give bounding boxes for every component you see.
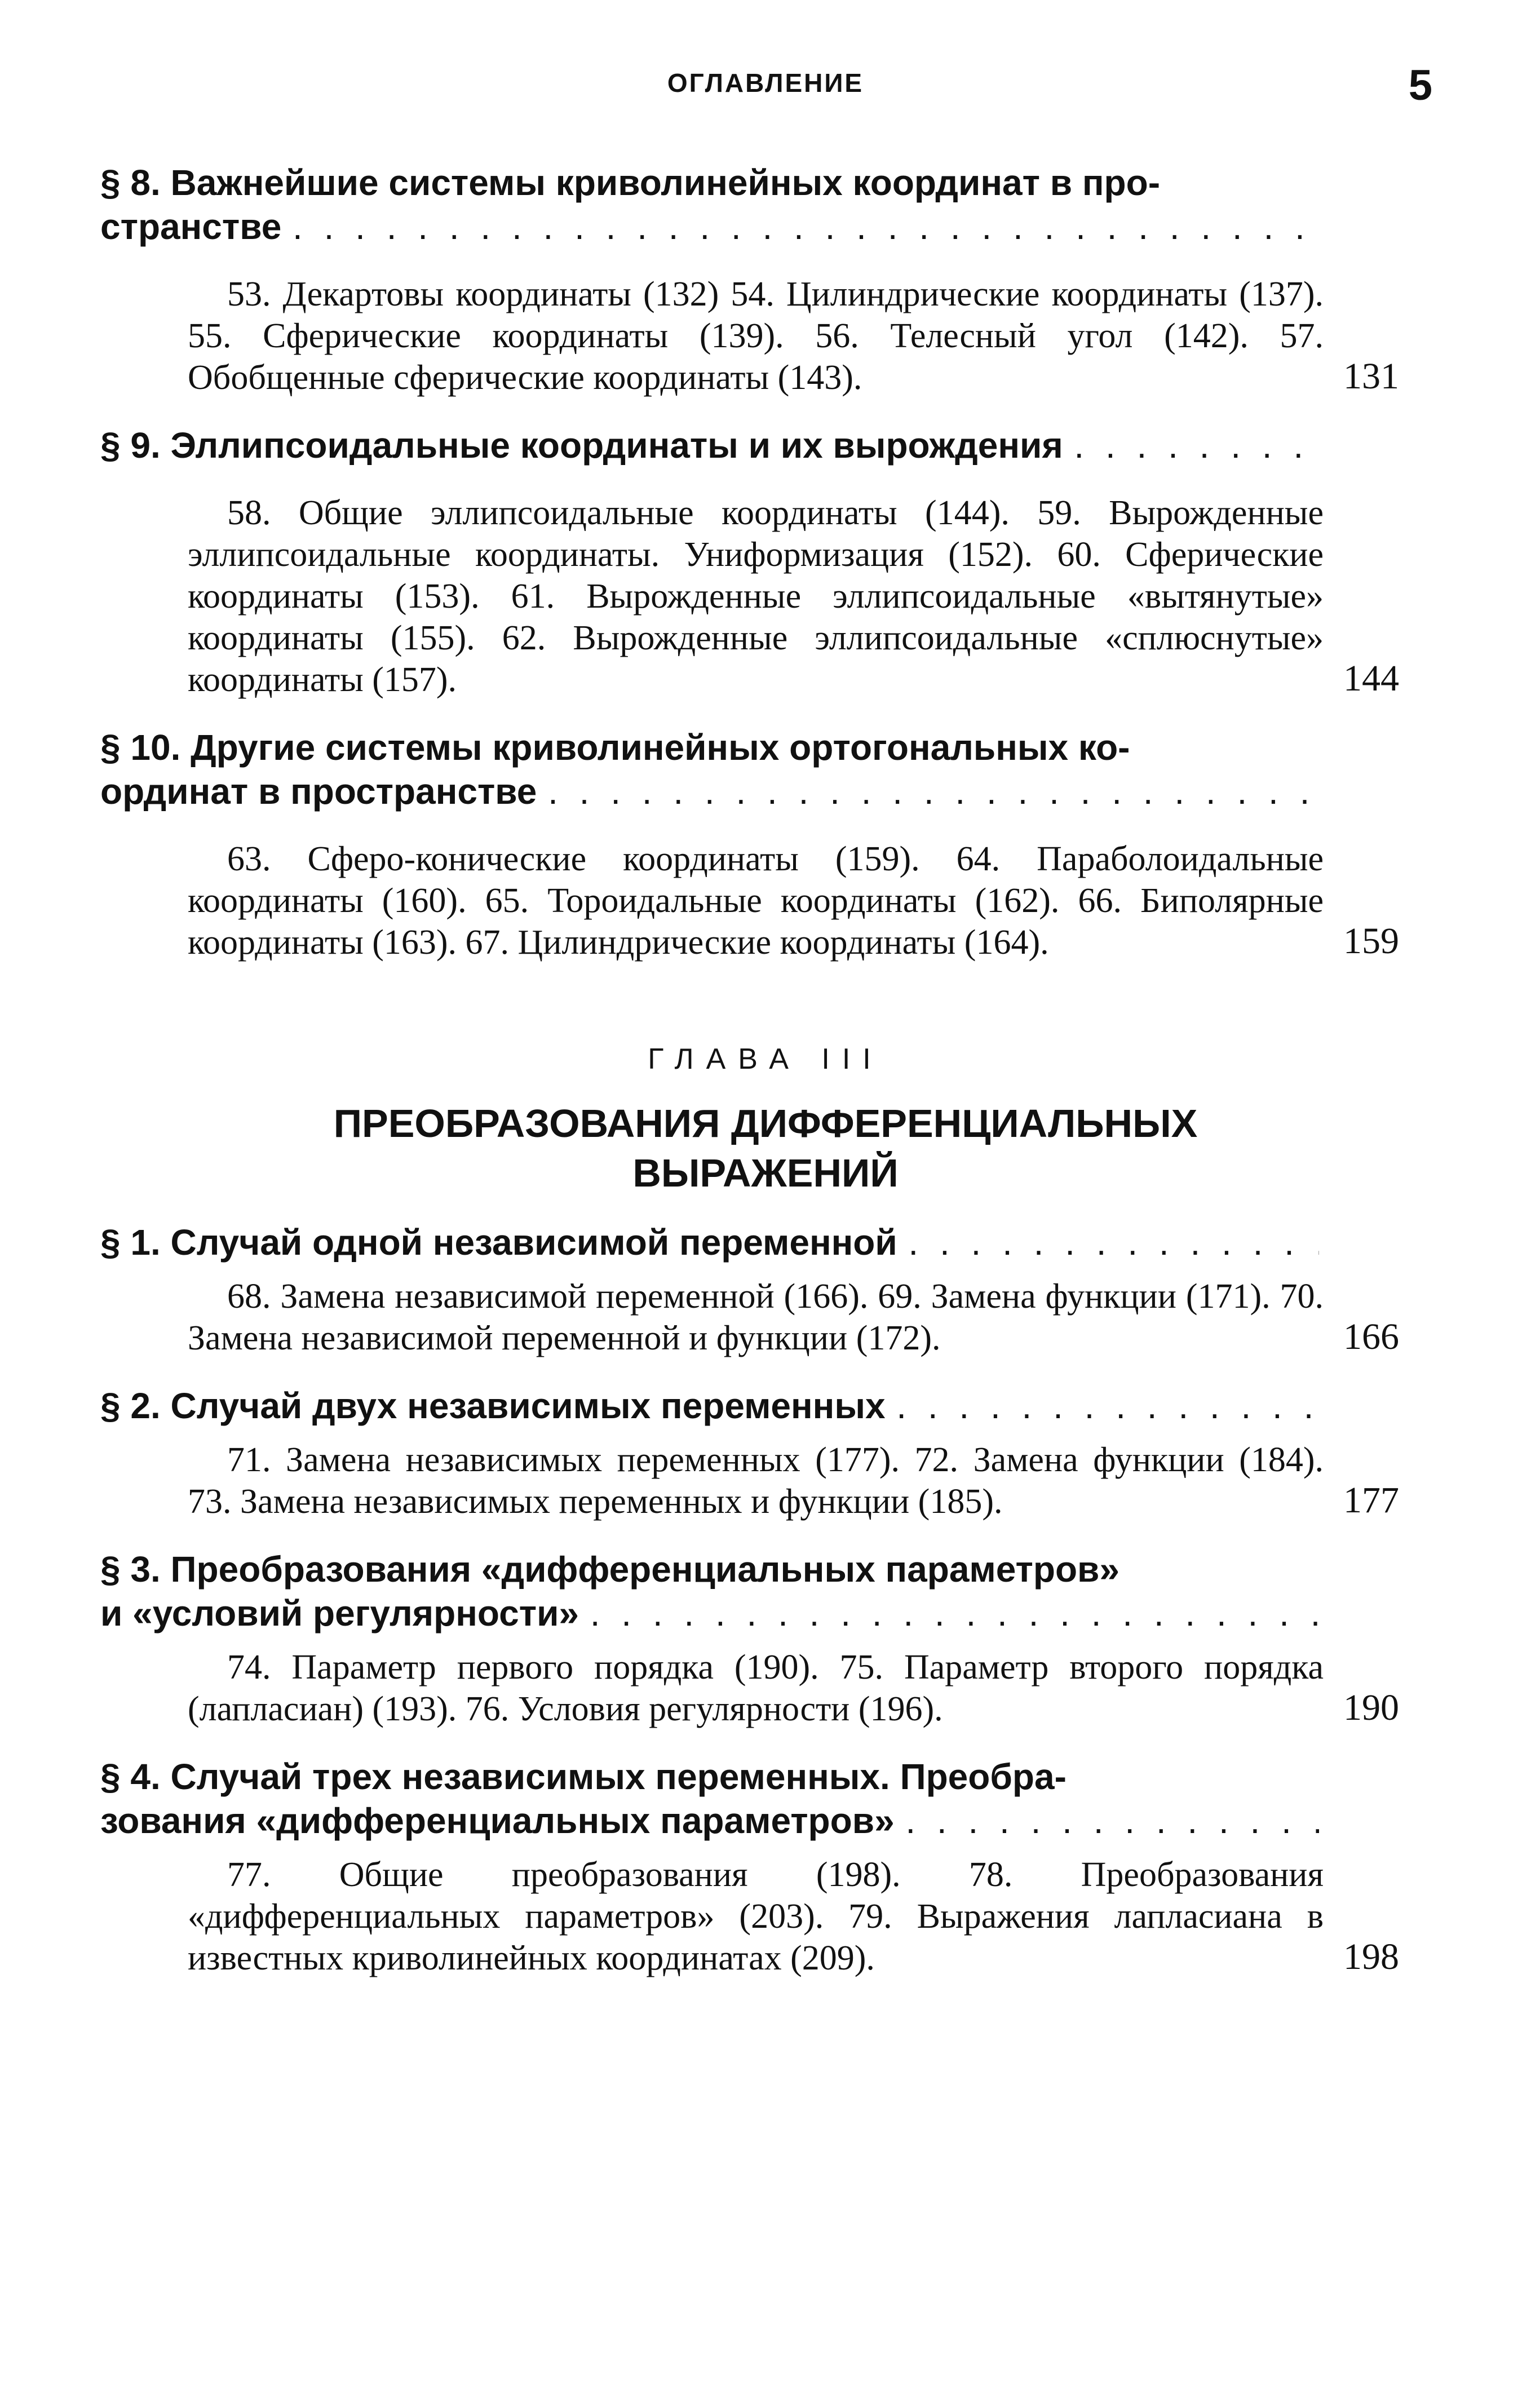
section-heading: § 2. Случай двух независимых переменных . . . 177 — [188, 1384, 1431, 1428]
section-description: 77. Общие преобразования (198). 78. Преобразования «дифференциальных параметров» (203). 79. Выражения лапласиана в известных криволинейных координатах (209). — [188, 1856, 1324, 1977]
toc-entry — [100, 1755, 1431, 1979]
section-description: 68. Замена независимой переменной (166). 69. Замена функции (171). 70. Замена независимой переменной и функции (172). — [188, 1277, 1324, 1357]
section-title-line: § 2. Случай двух независимых переменных — [100, 1386, 886, 1426]
section-heading: § 3. Преобразования «дифференциальных параметров» и «условий регулярности» . . . 190 — [188, 1547, 1431, 1635]
section-title-line: странстве — [100, 206, 282, 247]
section-description: 58. Общие эллипсоидальные координаты (144). 59. Вырожденные эллипсоидальные координаты. Униформизация (152). 60. Сферические координаты (153). 61. Вырожденные эллипсоидальные «вытянутые» координаты (155). 62. Вырожденные эллипсоидальные «сплюснутые» координаты (157). — [188, 494, 1324, 699]
section-heading: § 1. Случай одной независимой переменной . . . 166 — [188, 1220, 1431, 1264]
toc-entry — [100, 1547, 1431, 1730]
section-heading: § 4. Случай трех независимых переменных. Преобра- зования «дифференциальных параметров» . . . 198 — [188, 1755, 1431, 1843]
section-title-line: § 1. Случай одной независимой переменной — [100, 1222, 897, 1263]
toc-entry — [100, 725, 1431, 963]
dot-leader — [286, 205, 1319, 249]
running-head — [0, 61, 1531, 113]
dot-leader — [899, 1799, 1319, 1843]
section-heading: § 10. Другие системы криволинейных ортогональных ко- ординат в пространстве . . . 159 — [188, 725, 1431, 813]
section-heading: § 8. Важнейшие системы криволинейных координат в про- странстве . . . 131 — [188, 161, 1431, 249]
section-title-line: § 9. Эллипсоидальные координаты и их вырождения — [100, 425, 1063, 466]
toc-entry — [100, 423, 1431, 701]
section-description: 74. Параметр первого порядка (190). 75. Параметр второго порядка (лапласиан) (193). 76. Условия регулярности (196). — [188, 1648, 1324, 1728]
running-title: ОГЛАВЛЕНИЕ — [667, 68, 864, 98]
section-description: 53. Декартовы координаты (132) 54. Цилиндрические координаты (137). 55. Сферические координаты (139). 56. Телесный угол (142). 57. Обобщенные сферические координаты (143). — [188, 275, 1324, 397]
section-title-line: § 4. Случай трех независимых переменных. Преобра- — [100, 1756, 1067, 1797]
section-description: 63. Сферо-конические координаты (159). 64. Параболоидальные координаты (160). 65. Тороидальные координаты (162). 66. Биполярные координаты (163). 67. Цилиндрические координаты (164). — [188, 840, 1324, 962]
section-title-line: § 8. Важнейшие системы криволинейных координат в про- — [100, 162, 1161, 203]
dot-leader — [583, 1591, 1319, 1635]
chapter-label: ГЛАВА III — [648, 1043, 883, 1075]
section-heading: § 9. Эллипсоидальные координаты и их вырождения . . . 144 — [188, 423, 1431, 467]
toc-entry — [100, 1384, 1431, 1522]
chapter-title: ПРЕОБРАЗОВАНИЯ ДИФФЕРЕНЦИАЛЬНЫХ ВЫРАЖЕНИЙ — [333, 1101, 1198, 1195]
dot-leader — [541, 769, 1319, 813]
dot-leader — [902, 1220, 1319, 1264]
section-description: 71. Замена независимых переменных (177). 72. Замена функции (184). 73. Замена независимых переменных и функции (185). — [188, 1441, 1324, 1521]
section-title-line: § 10. Другие системы криволинейных ортогональных ко- — [100, 727, 1130, 768]
section-title-line: и «условий регулярности» — [100, 1593, 579, 1634]
section-title-line: зования «дифференциальных параметров» — [100, 1800, 895, 1841]
dot-leader — [890, 1384, 1319, 1428]
page-number: 5 — [1408, 61, 1432, 109]
toc-entry — [100, 161, 1431, 399]
section-title-line: § 3. Преобразования «дифференциальных параметров» — [100, 1549, 1120, 1590]
table-of-contents — [100, 161, 1431, 1979]
dot-leader — [1068, 423, 1319, 467]
toc-entry — [100, 1220, 1431, 1359]
section-title-line: ординат в пространстве — [100, 771, 537, 812]
